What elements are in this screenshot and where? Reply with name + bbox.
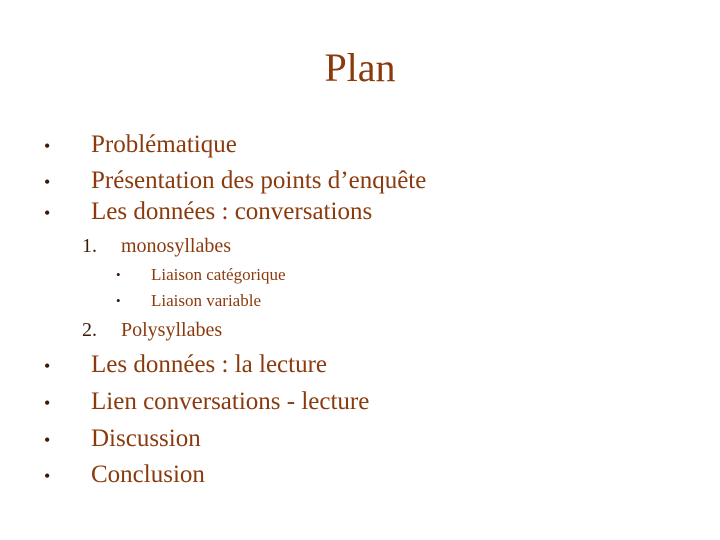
item-number: 2.	[82, 319, 97, 341]
bullet-icon: •	[116, 267, 121, 282]
bullet-icon: •	[44, 203, 51, 223]
numbered-item-label: Polysyllabes	[121, 319, 223, 341]
sub-list-item-label: Liaison catégorique	[151, 265, 286, 284]
list-item-label: Discussion	[91, 425, 201, 452]
bullet-icon: •	[44, 430, 51, 450]
sub-list-item-label: Liaison variable	[151, 291, 261, 310]
list-item-label: Présentation des points d’enquête	[91, 167, 427, 194]
list-item-label: Les données : la lecture	[91, 351, 328, 378]
numbered-item-label: monosyllabes	[121, 235, 231, 257]
list-item-label: Les données : conversations	[91, 198, 373, 225]
item-number: 1.	[82, 235, 97, 257]
bullet-icon: •	[116, 293, 121, 308]
bullet-icon: •	[44, 136, 51, 156]
slide-title: Plan	[324, 45, 396, 90]
list-item-label: Problématique	[91, 131, 237, 158]
bullet-icon: •	[44, 356, 51, 376]
list-item-label: Lien conversations - lecture	[91, 388, 370, 415]
bullet-icon: •	[44, 172, 51, 192]
bullet-icon: •	[44, 466, 51, 486]
list-item-label: Conclusion	[91, 461, 205, 488]
bullet-icon: •	[44, 393, 51, 413]
